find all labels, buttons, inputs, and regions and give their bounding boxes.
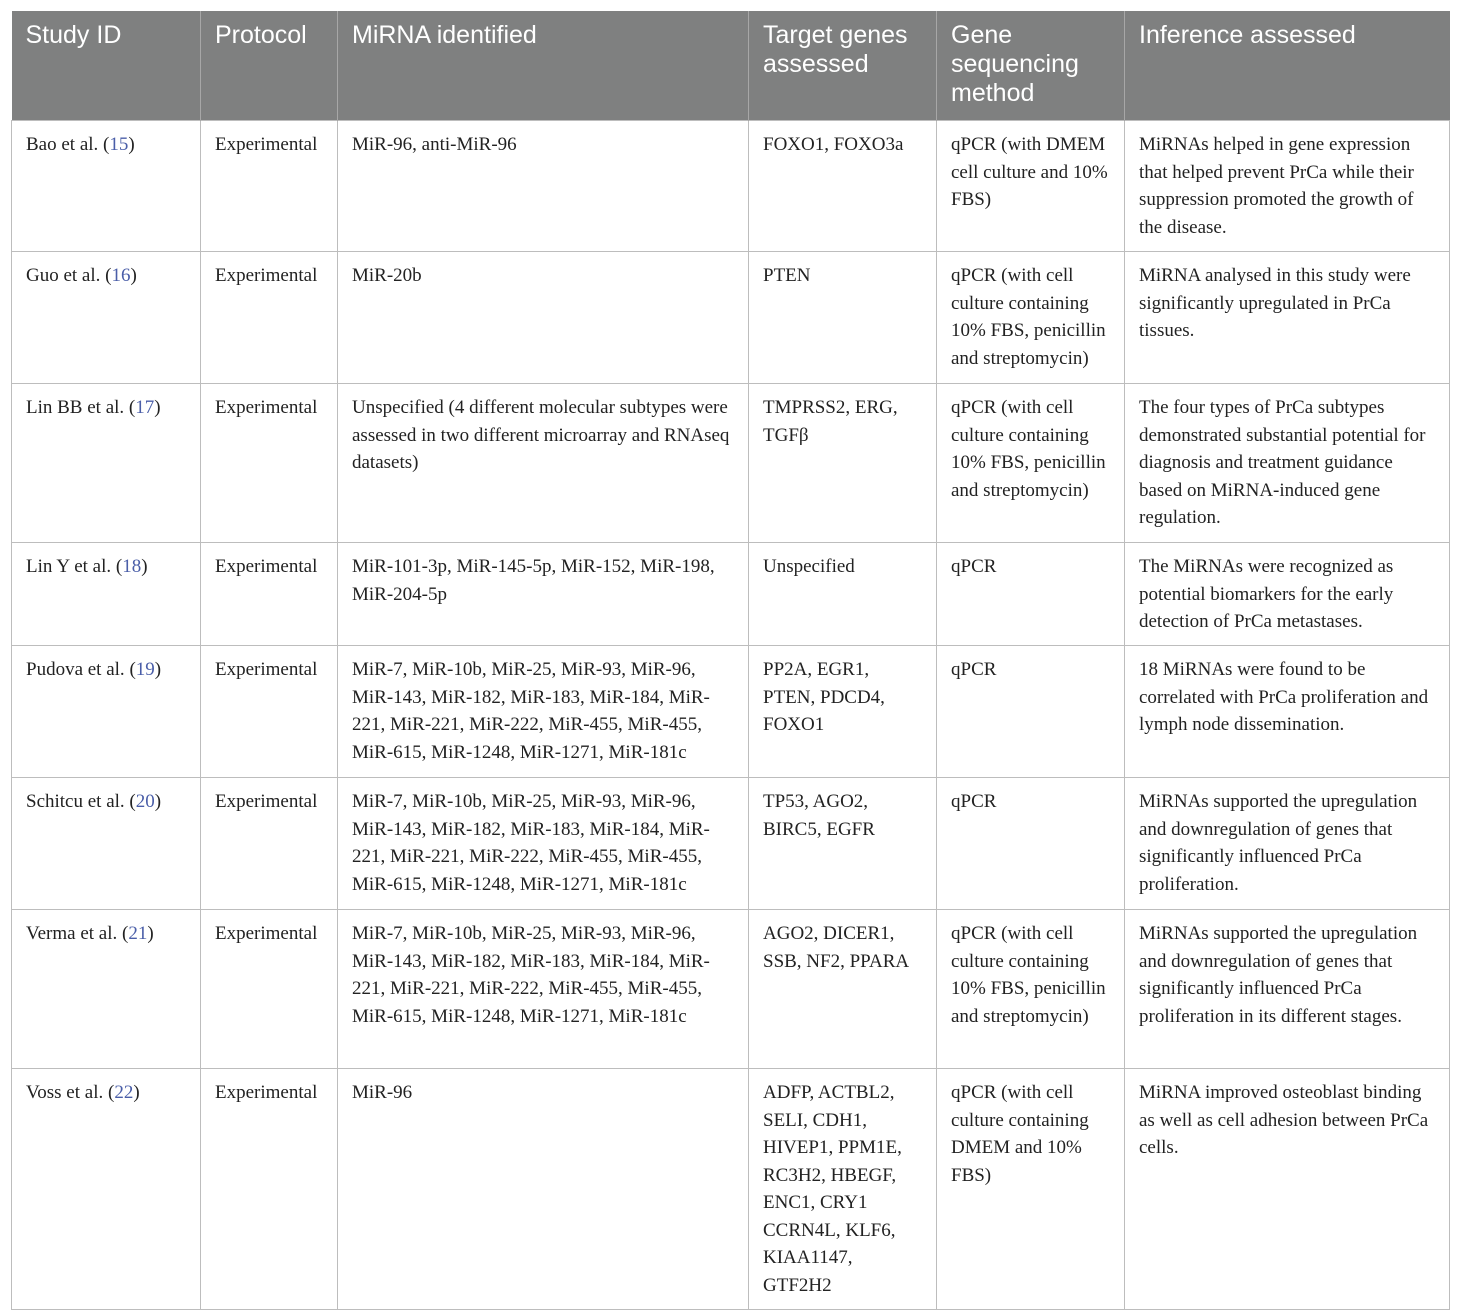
header-mirna-identified: MiRNA identified <box>338 11 749 121</box>
header-row <box>12 11 1450 121</box>
protocol-cell: Experimental <box>201 1069 338 1310</box>
study-name: Verma et al. <box>26 923 118 944</box>
header-target-genes: Target genes assessed <box>749 11 937 121</box>
table-row <box>12 910 1450 1069</box>
mirna-cell: Unspecified (4 different molecular subtypes were assessed in two different microarray and RNAseq datasets) <box>338 384 749 543</box>
reference-link[interactable]: 17 <box>135 397 155 418</box>
targets-cell: FOXO1, FOXO3a <box>749 121 937 252</box>
table-row <box>12 384 1450 543</box>
study-name: Voss et al. <box>26 1082 104 1103</box>
method-cell: qPCR (with DMEM cell culture and 10% FBS) <box>937 121 1125 252</box>
method-cell: qPCR (with cell culture containing 10% FBS, penicillin and streptomycin) <box>937 252 1125 384</box>
study-name: Lin BB et al. <box>26 397 125 418</box>
mirna-cell: MiR-96 <box>338 1069 749 1310</box>
mirna-cell: MiR-7, MiR-10b, MiR-25, MiR-93, MiR-96, MiR-143, MiR-182, MiR-183, MiR-184, MiR-221, MiR-221, MiR-222, MiR-455, MiR-455, MiR-615, MiR-1248, MiR-1271, MiR-181c <box>338 778 749 910</box>
reference-link[interactable]: 22 <box>114 1082 134 1103</box>
targets-cell: Unspecified <box>749 543 937 646</box>
inference-cell: MiRNA analysed in this study were significantly upregulated in PrCa tissues. <box>1125 252 1450 384</box>
study-name: Bao et al. <box>26 134 99 155</box>
inference-cell: The four types of PrCa subtypes demonstrated substantial potential for diagnosis and treatment guidance based on MiRNA-induced gene regulation. <box>1125 384 1450 543</box>
table-row <box>12 1069 1450 1310</box>
protocol-cell: Experimental <box>201 646 338 778</box>
inference-cell: MiRNAs supported the upregulation and downregulation of genes that significantly influenced PrCa proliferation. <box>1125 778 1450 910</box>
study-id-cell: Lin Y et al. (18) <box>12 543 201 646</box>
mirna-cell: MiR-20b <box>338 252 749 384</box>
header-protocol: Protocol <box>201 11 338 121</box>
header-inference: Inference assessed <box>1125 11 1450 121</box>
inference-cell: The MiRNAs were recognized as potential biomarkers for the early detection of PrCa metastases. <box>1125 543 1450 646</box>
study-name: Guo et al. <box>26 265 101 286</box>
table-header <box>12 11 1450 121</box>
mirna-cell: MiR-101-3p, MiR-145-5p, MiR-152, MiR-198, MiR-204-5p <box>338 543 749 646</box>
study-id-cell: Bao et al. (15) <box>12 121 201 252</box>
table-row <box>12 543 1450 646</box>
reference-link[interactable]: 20 <box>135 791 155 812</box>
method-cell: qPCR <box>937 778 1125 910</box>
study-name: Schitcu et al. <box>26 791 125 812</box>
targets-cell: AGO2, DICER1, SSB, NF2, PPARA <box>749 910 937 1069</box>
study-id-cell: Verma et al. (21) <box>12 910 201 1069</box>
study-table <box>11 11 1450 1310</box>
protocol-cell: Experimental <box>201 252 338 384</box>
method-cell: qPCR (with cell culture containing DMEM and 10% FBS) <box>937 1069 1125 1310</box>
table-row <box>12 778 1450 910</box>
protocol-cell: Experimental <box>201 543 338 646</box>
mirna-cell: MiR-7, MiR-10b, MiR-25, MiR-93, MiR-96, MiR-143, MiR-182, MiR-183, MiR-184, MiR-221, MiR-221, MiR-222, MiR-455, MiR-455, MiR-615, MiR-1248, MiR-1271, MiR-181c <box>338 646 749 778</box>
targets-cell: PP2A, EGR1, PTEN, PDCD4, FOXO1 <box>749 646 937 778</box>
mirna-cell: MiR-96, anti-MiR-96 <box>338 121 749 252</box>
targets-cell: ADFP, ACTBL2, SELI, CDH1, HIVEP1, PPM1E, RC3H2, HBEGF, ENC1, CRY1 CCRN4L, KLF6, KIAA1147, GTF2H2 <box>749 1069 937 1310</box>
inference-cell: MiRNAs supported the upregulation and downregulation of genes that significantly influenced PrCa proliferation in its different stages. <box>1125 910 1450 1069</box>
table-row <box>12 121 1450 252</box>
reference-link[interactable]: 18 <box>122 556 142 577</box>
reference-link[interactable]: 16 <box>111 265 131 286</box>
study-id-cell: Schitcu et al. (20) <box>12 778 201 910</box>
header-study-id: Study ID <box>12 11 201 121</box>
reference-link[interactable]: 15 <box>109 134 129 155</box>
study-name: Lin Y et al. <box>26 556 112 577</box>
targets-cell: TP53, AGO2, BIRC5, EGFR <box>749 778 937 910</box>
protocol-cell: Experimental <box>201 778 338 910</box>
reference-link[interactable]: 21 <box>128 923 148 944</box>
mirna-cell: MiR-7, MiR-10b, MiR-25, MiR-93, MiR-96, MiR-143, MiR-182, MiR-183, MiR-184, MiR-221, MiR-221, MiR-222, MiR-455, MiR-455, MiR-615, MiR-1248, MiR-1271, MiR-181c <box>338 910 749 1069</box>
protocol-cell: Experimental <box>201 384 338 543</box>
method-cell: qPCR (with cell culture containing 10% FBS, penicillin and streptomycin) <box>937 384 1125 543</box>
targets-cell: TMPRSS2, ERG, TGFβ <box>749 384 937 543</box>
inference-cell: MiRNA improved osteoblast binding as well as cell adhesion between PrCa cells. <box>1125 1069 1450 1310</box>
study-id-cell: Lin BB et al. (17) <box>12 384 201 543</box>
method-cell: qPCR <box>937 646 1125 778</box>
study-name: Pudova et al. <box>26 659 125 680</box>
study-id-cell: Pudova et al. (19) <box>12 646 201 778</box>
method-cell: qPCR <box>937 543 1125 646</box>
table-row <box>12 252 1450 384</box>
protocol-cell: Experimental <box>201 121 338 252</box>
targets-cell: PTEN <box>749 252 937 384</box>
inference-cell: 18 MiRNAs were found to be correlated with PrCa proliferation and lymph node dissemination. <box>1125 646 1450 778</box>
header-sequencing-method: Gene sequencing method <box>937 11 1125 121</box>
table-body <box>12 121 1450 1310</box>
method-cell: qPCR (with cell culture containing 10% FBS, penicillin and streptomycin) <box>937 910 1125 1069</box>
table-row <box>12 646 1450 778</box>
study-id-cell: Voss et al. (22) <box>12 1069 201 1310</box>
inference-cell: MiRNAs helped in gene expression that helped prevent PrCa while their suppression promoted the growth of the disease. <box>1125 121 1450 252</box>
study-id-cell: Guo et al. (16) <box>12 252 201 384</box>
reference-link[interactable]: 19 <box>135 659 155 680</box>
protocol-cell: Experimental <box>201 910 338 1069</box>
